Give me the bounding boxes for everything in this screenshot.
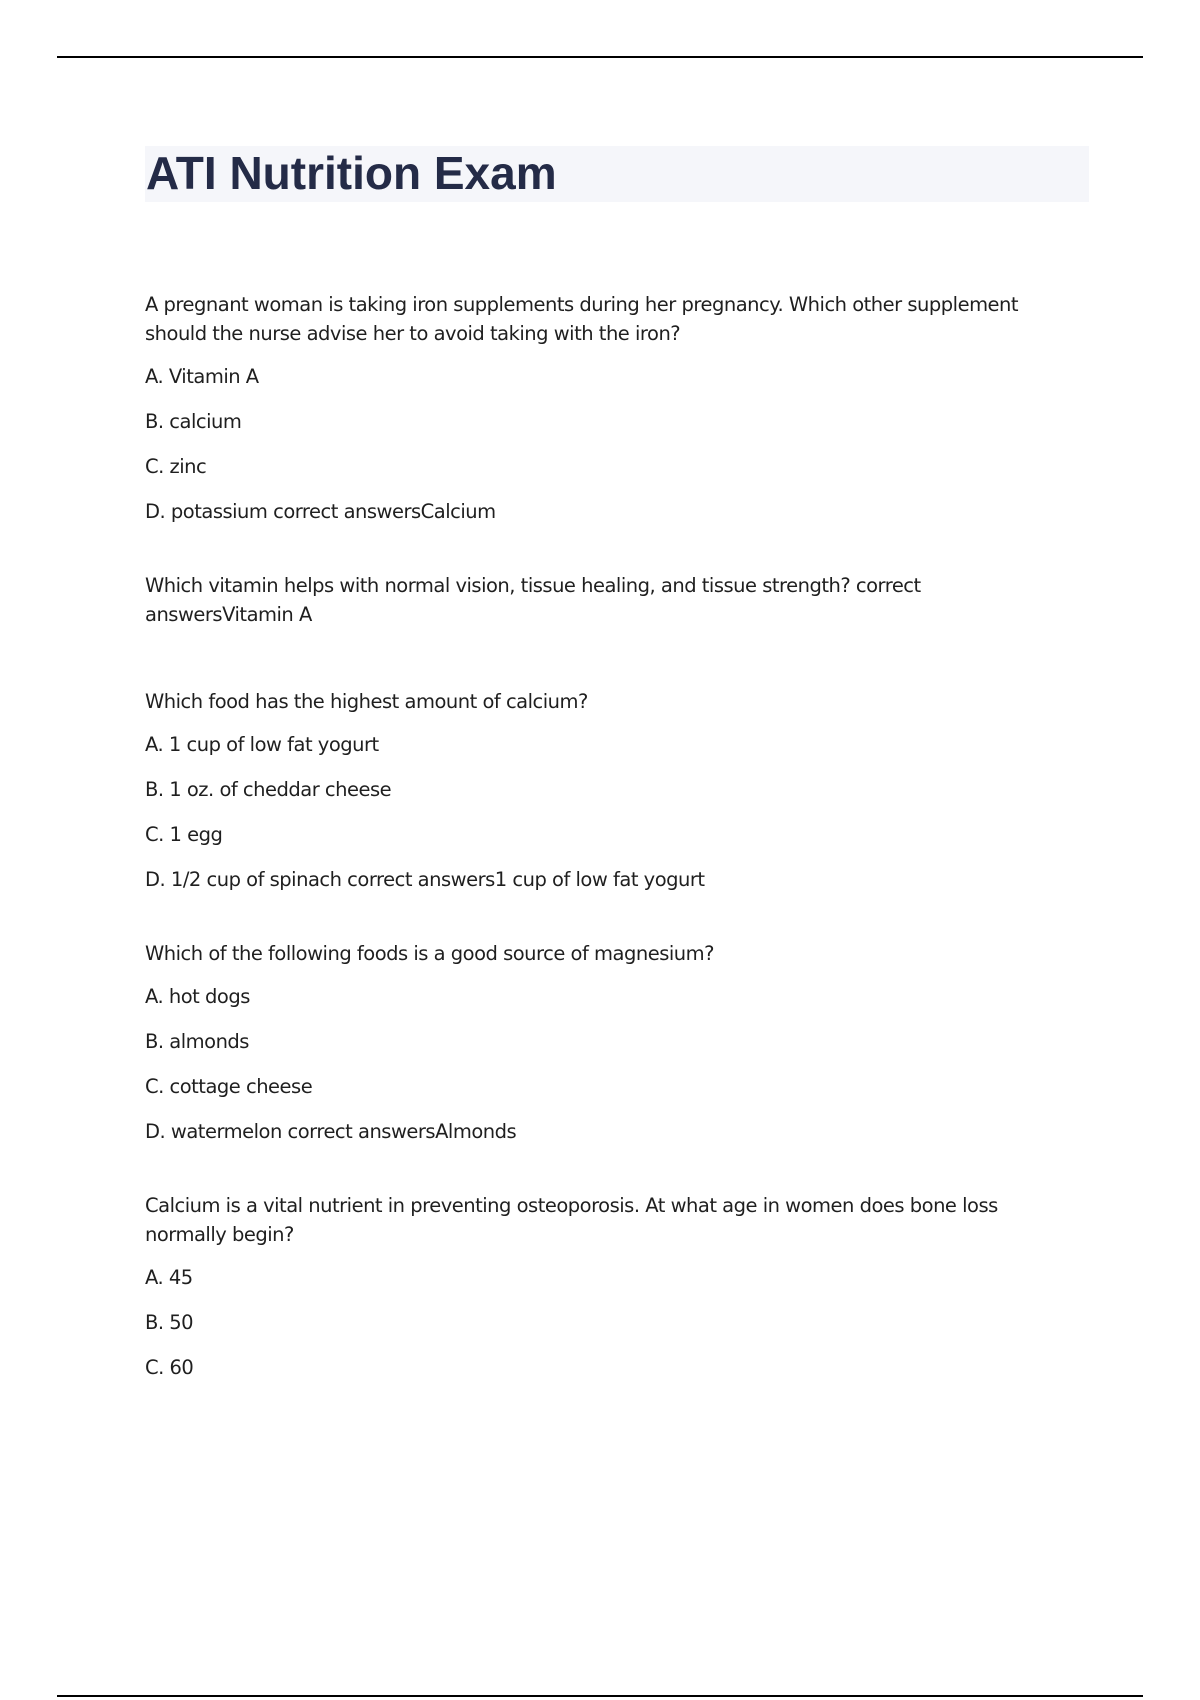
question-text: A pregnant woman is taking iron supplements during her pregnancy. Which other supplement should the nurse advise her to avoid taking with the iron? xyxy=(145,293,1019,345)
answer-option: A. 45 xyxy=(145,1266,193,1289)
answer-option: C. 1 egg xyxy=(145,823,223,846)
question-1 xyxy=(145,290,1065,526)
answer-option: D. potassium correct answersCalcium xyxy=(145,500,496,523)
question-5 xyxy=(145,1191,1065,1382)
answer-option: A. hot dogs xyxy=(145,985,250,1008)
question-text: Which of the following foods is a good source of magnesium? xyxy=(145,942,715,965)
question-4 xyxy=(145,939,1065,1146)
answer-option: A. Vitamin A xyxy=(145,365,259,388)
answer-option: C. 60 xyxy=(145,1356,194,1379)
question-2 xyxy=(145,571,1065,629)
answer-option: B. 1 oz. of cheddar cheese xyxy=(145,778,392,801)
answer-option: D. watermelon correct answersAlmonds xyxy=(145,1120,517,1143)
answer-option: B. calcium xyxy=(145,410,242,433)
footer-rule xyxy=(57,1695,1143,1697)
question-text: Which vitamin helps with normal vision, tissue healing, and tissue strength? correct answersVitamin A xyxy=(145,574,921,626)
answer-option: A. 1 cup of low fat yogurt xyxy=(145,733,379,756)
question-text: Which food has the highest amount of calcium? xyxy=(145,690,588,713)
question-list xyxy=(145,290,1065,1427)
answer-option: B. almonds xyxy=(145,1030,249,1053)
question-text: Calcium is a vital nutrient in preventing osteoporosis. At what age in women does bone loss normally begin? xyxy=(145,1194,998,1246)
header-rule xyxy=(57,56,1143,58)
answer-option: C. cottage cheese xyxy=(145,1075,313,1098)
answer-option: B. 50 xyxy=(145,1311,194,1334)
document-title: ATI Nutrition Exam xyxy=(146,147,557,199)
answer-option: C. zinc xyxy=(145,455,207,478)
question-3 xyxy=(145,687,1065,894)
answer-option: D. 1/2 cup of spinach correct answers1 cup of low fat yogurt xyxy=(145,868,705,891)
